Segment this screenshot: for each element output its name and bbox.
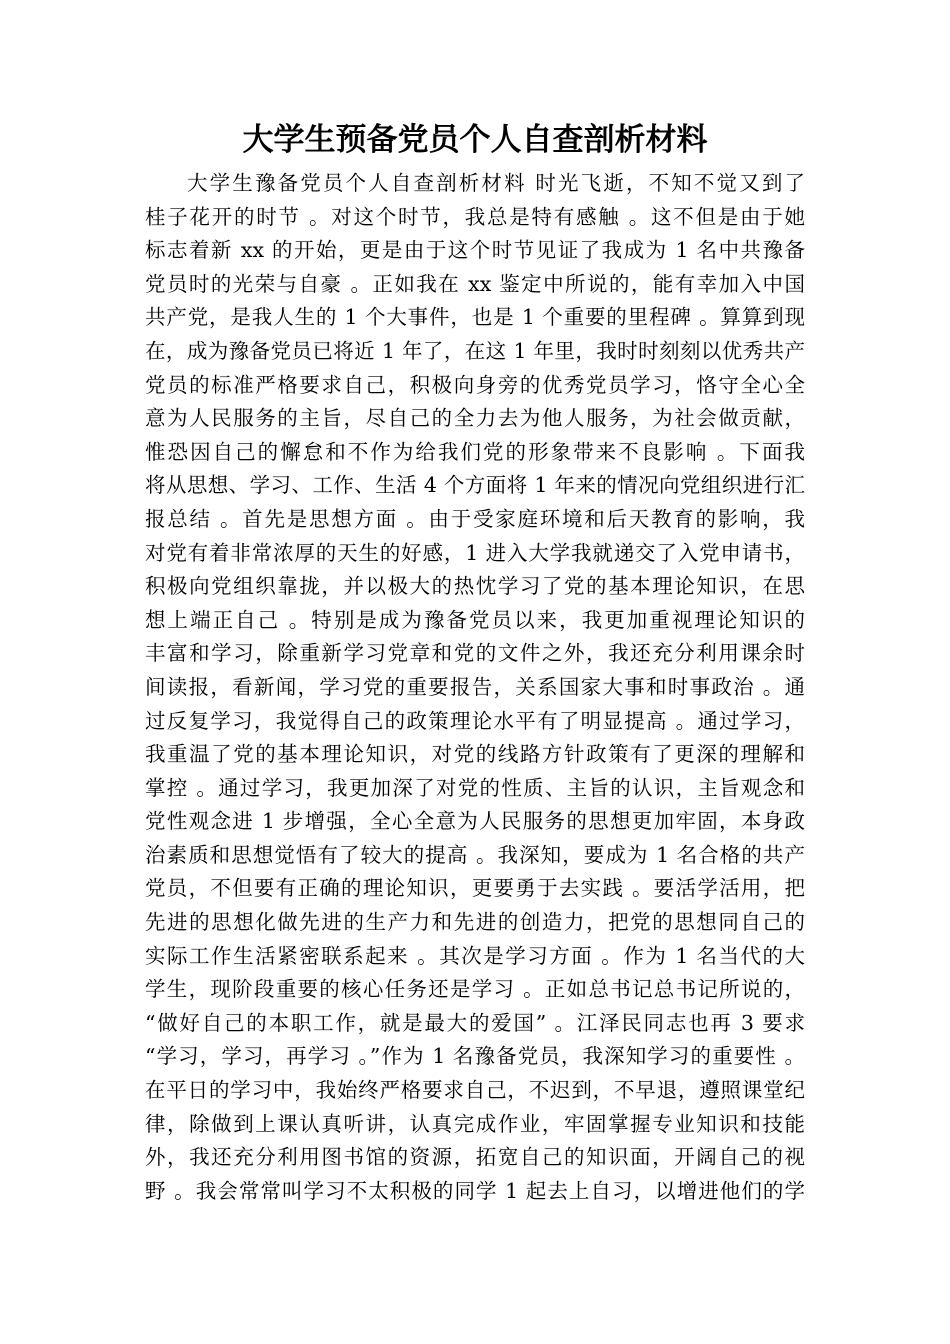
body-line: 党员的标准严格要求自己，积极向身旁的优秀党员学习，恪守全心全 — [145, 372, 805, 397]
body-line: “学习，学习，再学习 。”作为 1 名豫备党员，我深知学习的重要性 。 — [145, 1044, 805, 1069]
body-line: 党员，不但要有正确的理论知识，更要勇于去实践 。要活学活用，把 — [145, 876, 805, 901]
body-line: 共产党，是我人生的 1 个大事件，也是 1 个重要的里程碑 。算算到现 — [145, 305, 805, 330]
body-line: 先进的思想化做先进的生产力和先进的创造力，把党的思想同自己的 — [145, 910, 805, 935]
body-line: 间读报，看新闻，学习党的重要报告，关系国家大事和时事政治 。通 — [145, 674, 805, 699]
body-line: 对党有着非常浓厚的天生的好感，1 进入大学我就递交了入党申请书， — [145, 540, 805, 565]
body-line: 律，除做到上课认真听讲，认真完成作业，牢固掌握专业知识和技能 — [145, 1111, 805, 1136]
body-line: 想上端正自己 。特别是成为豫备党员以来，我更加重视理论知识的 — [145, 607, 805, 632]
body-line: 意为人民服务的主旨，尽自己的全力去为他人服务，为社会做贡献， — [145, 406, 805, 431]
body-line: 积极向党组织靠拢，并以极大的热忱学习了党的基本理论知识，在思 — [145, 574, 805, 599]
body-line: 掌控 。通过学习，我更加深了对党的性质、主旨的认识，主旨观念和 — [145, 775, 805, 800]
body-line: 我重温了党的基本理论知识，对党的线路方针政策有了更深的理解和 — [145, 742, 805, 767]
document-body — [145, 167, 805, 1208]
body-line: “做好自己的本职工作，就是最大的爱国” 。江泽民同志也再 3 要求 — [145, 1010, 805, 1035]
body-line: 党性观念进 1 步增强，全心全意为人民服务的思想更加牢固，本身政 — [145, 809, 805, 834]
body-line: 报总结 。首先是思想方面 。由于受家庭环境和后天教育的影响，我 — [145, 506, 805, 531]
body-line: 学生，现阶段重要的核心任务还是学习 。正如总书记总书记所说的， — [145, 977, 805, 1002]
body-line: 过反复学习，我觉得自己的政策理论水平有了明显提高 。通过学习， — [145, 708, 805, 733]
body-line: 将从思想、学习、工作、生活 4 个方面将 1 年来的情况向党组织进行汇 — [145, 473, 805, 498]
body-line: 惟恐因自己的懈怠和不作为给我们党的形象带来不良影响 。下面我 — [145, 439, 805, 464]
body-line: 在平日的学习中，我始终严格要求自己，不迟到，不早退，遵照课堂纪 — [145, 1078, 805, 1103]
body-line: 治素质和思想觉悟有了较大的提高 。我深知，要成为 1 名合格的共产 — [145, 842, 805, 867]
document-title: 大学生预备党员个人自查剖析材料 — [242, 122, 708, 158]
body-line: 桂子花开的时节 。对这个时节，我总是特有感触 。这不但是由于她 — [145, 204, 805, 229]
body-line: 丰富和学习，除重新学习党章和党的文件之外，我还充分利用课余时 — [145, 641, 805, 666]
body-line: 野 。我会常常叫学习不太积极的同学 1 起去上自习，以增进他们的学 — [145, 1178, 805, 1203]
body-line: 实际工作生活紧密联系起来 。其次是学习方面 。作为 1 名当代的大 — [145, 943, 805, 968]
body-line: 标志着新 xx 的开始，更是由于这个时节见证了我成为 1 名中共豫备 — [145, 238, 805, 263]
body-line: 党员时的光荣与自豪 。正如我在 xx 鉴定中所说的，能有幸加入中国 — [145, 271, 805, 296]
body-line: 大学生豫备党员个人自查剖析材料 时光飞逝，不知不觉又到了 — [187, 171, 805, 195]
body-line: 在，成为豫备党员已将近 1 年了，在这 1 年里，我时时刻刻以优秀共产 — [145, 338, 805, 363]
body-line: 外，我还充分利用图书馆的资源，拓宽自己的知识面，开阔自己的视 — [145, 1145, 805, 1170]
